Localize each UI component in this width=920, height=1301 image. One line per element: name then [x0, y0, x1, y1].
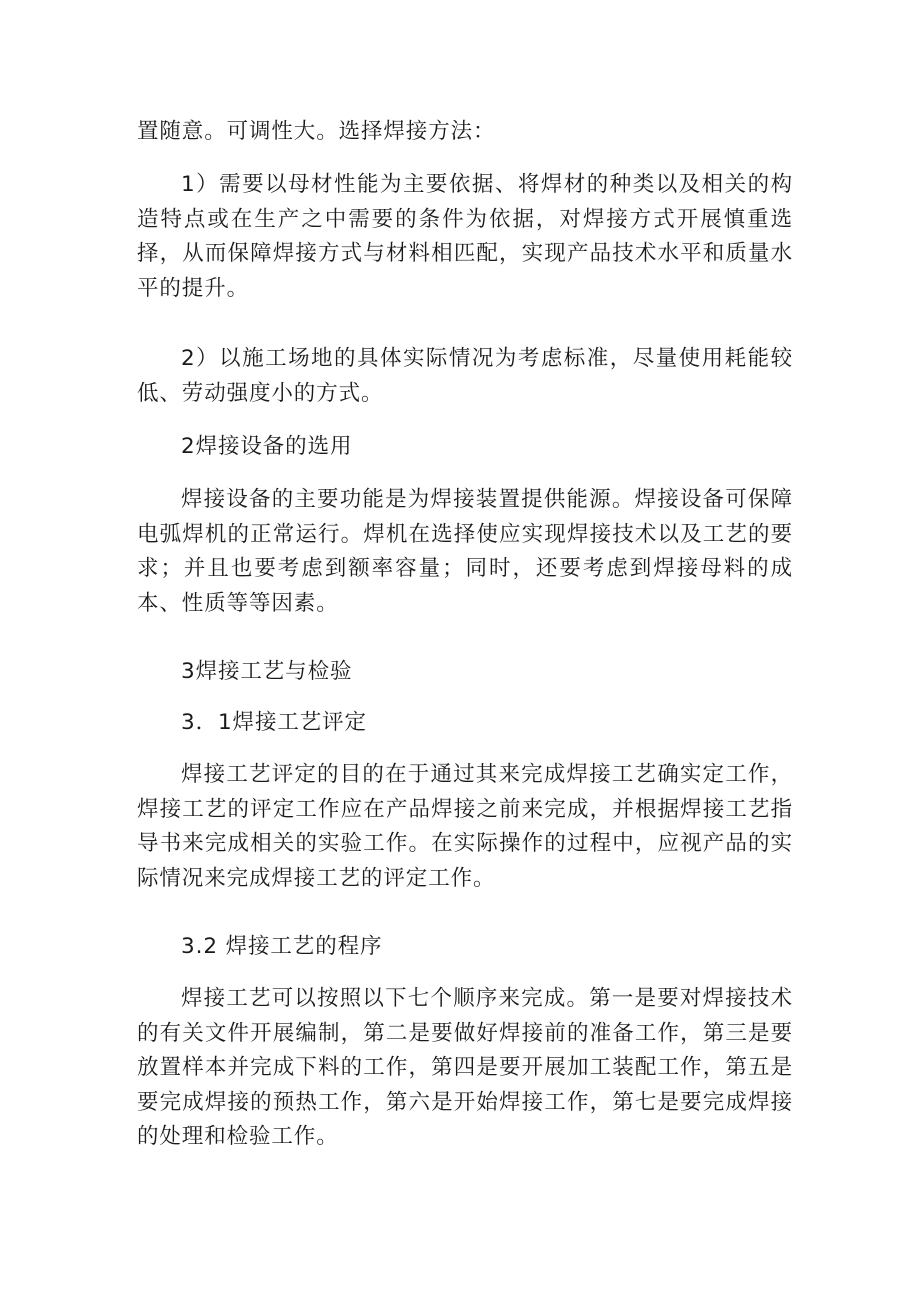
paragraph-item-1: 1）需要以母材性能为主要依据、将焊材的种类以及相关的构造特点或在生产之中需要的条件为依据，对焊接方式开展慎重选择，从而保障焊接方式与材料相匹配，实现产品技术水平和质量水平的提升。 — [137, 172, 793, 301]
subsection-heading-3-2: 3.2 焊接工艺的程序 — [181, 934, 383, 959]
paragraph-process-qualification: 焊接工艺评定的目的在于通过其来完成焊接工艺确实定工作，焊接工艺的评定工作应在产品焊接之前来完成，并根据焊接工艺指导书来完成相关的实验工作。在实际操作的过程中，应视产品的实际情况来完成焊接工艺的评定工作。 — [137, 762, 793, 891]
paragraph-process-procedure: 焊接工艺可以按照以下七个顺序来完成。第一是要对焊接技术的有关文件开展编制，第二是要做好焊接前的准备工作，第三是要放置样本并完成下料的工作，第四是要开展加工装配工作，第五是要完成焊接的预热工作，第六是开始焊接工作，第七是要完成焊接的处理和检验工作。 — [137, 986, 793, 1149]
paragraph-item-2: 2）以施工场地的具体实际情况为考虑标准，尽量使用耗能较低、劳动强度小的方式。 — [137, 346, 793, 406]
subsection-heading-3-1: 3．1焊接工艺评定 — [181, 710, 367, 735]
section-heading-2: 2焊接设备的选用 — [181, 434, 353, 459]
section-heading-3: 3焊接工艺与检验 — [181, 659, 353, 684]
paragraph-continuation: 置随意。可调性大。选择焊接方法： — [137, 119, 496, 144]
paragraph-equipment: 焊接设备的主要功能是为焊接装置提供能源。焊接设备可保障电弧焊机的正常运行。焊机在选择使应实现焊接技术以及工艺的要求；并且也要考虑到额率容量；同时，还要考虑到焊接母料的成本、性质等等因素。 — [137, 487, 793, 616]
